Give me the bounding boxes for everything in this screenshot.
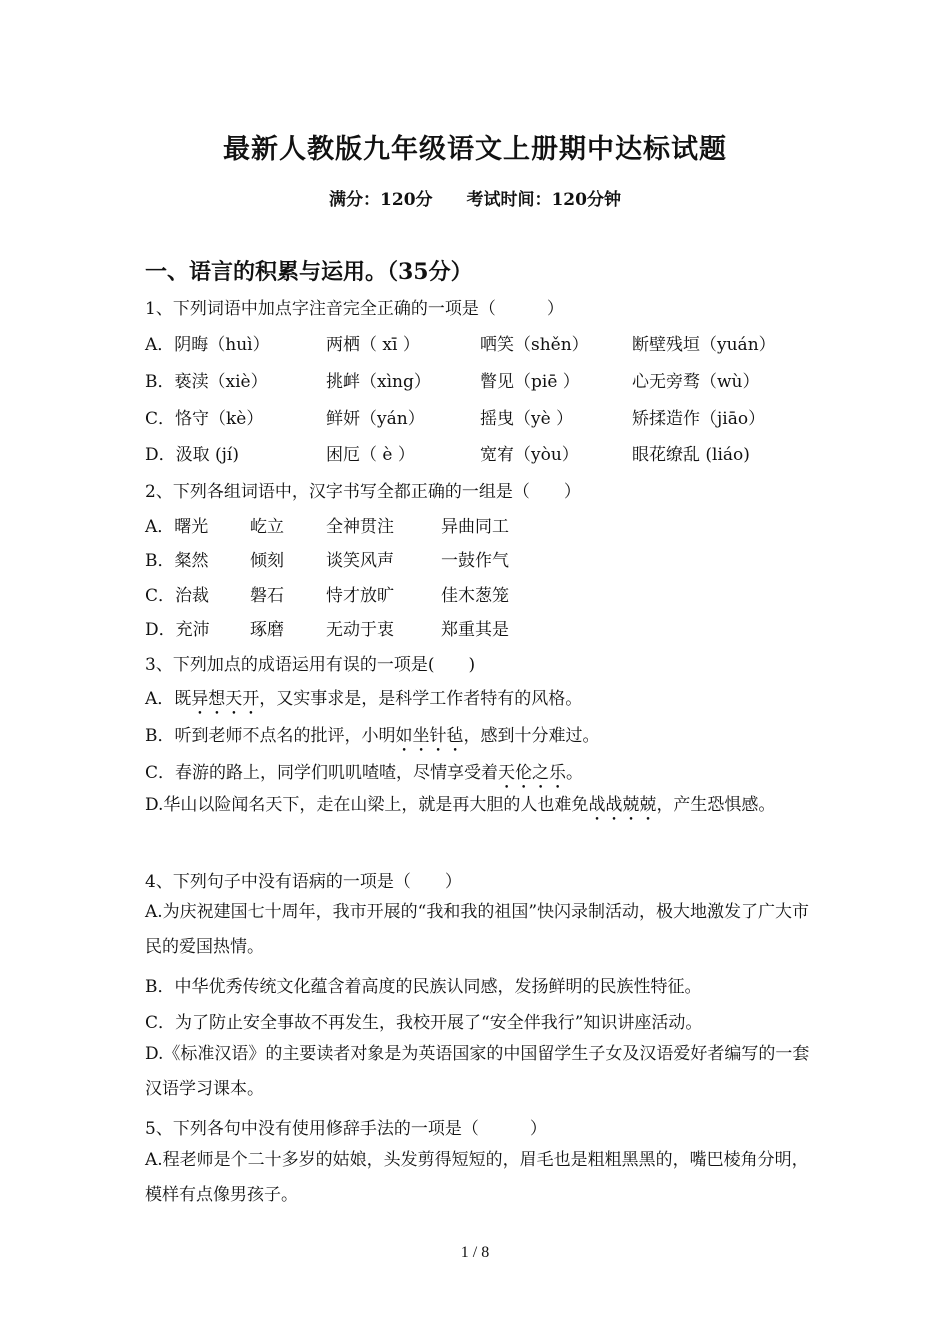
- q2-b-2: 倾刻: [250, 551, 284, 571]
- q3-option-b: [145, 721, 600, 756]
- full-score: 满分：120分: [329, 190, 433, 210]
- q2-c-4: 佳木葱笼: [441, 586, 509, 606]
- q2-b-4: 一鼓作气: [441, 551, 509, 571]
- q2-a-2: 屹立: [250, 517, 284, 537]
- q2-d-4: 郑重其是: [441, 620, 509, 640]
- q1-d-4: 眼花缭乱 (liáo): [632, 445, 750, 465]
- q2-a-3: 全神贯注: [326, 517, 394, 537]
- q2-a-1: A．曙光: [145, 517, 209, 537]
- q1-stem: 1、下列词语中加点字注音完全正确的一项是（ ）: [145, 299, 564, 319]
- q1-d-1: D．汲取 (jí): [145, 445, 240, 465]
- q1-b-4: 心无旁骛（wù）: [632, 372, 760, 392]
- q1-c-3: 摇曳（yè ）: [480, 409, 574, 429]
- q1-c-1: C．恪守（kè）: [145, 409, 264, 429]
- q2-d-3: 无动于衷: [326, 620, 394, 640]
- q3-option-a: [145, 684, 582, 719]
- q5-option-a: A.程老师是个二十多岁的姑娘，头发剪得短短的，眉毛也是粗粗黑黑的，嘴巴棱角分明，模样有点像男孩子。: [145, 1150, 809, 1205]
- q3-b-idiom: 如坐针毡: [395, 726, 464, 746]
- q2-c-2: 磐石: [250, 586, 284, 606]
- q1-d-2: 困厄（ è ）: [326, 445, 415, 465]
- q2-c-3: 恃才放旷: [326, 586, 394, 606]
- exam-info: [0, 185, 950, 210]
- q3-a-idiom: 异想天开: [191, 689, 260, 709]
- q3-d-idiom: 战战兢兢: [588, 795, 657, 815]
- q3-d-text: D.华山以险闻名天下，走在山梁上，就是再大胆的人也难免: [145, 795, 589, 815]
- q4-stem: 4、下列句子中没有语病的一项是（ ）: [145, 872, 462, 892]
- q4-option-c: C．为了防止安全事故不再发生，我校开展了“安全伴我行”知识讲座活动。: [145, 1013, 703, 1033]
- q3-d-text-end: ，产生恐惧感。: [656, 795, 776, 815]
- q1-a-2: 两栖（ xī ）: [326, 335, 420, 355]
- q2-d-2: 琢磨: [250, 620, 284, 640]
- q1-d-3: 宽宥（yòu）: [480, 445, 579, 465]
- q3-b-text: B．听到老师不点名的批评，小明: [145, 726, 396, 746]
- q2-a-4: 异曲同工: [441, 517, 509, 537]
- q2-stem: 2、下列各组词语中，汉字书写全都正确的一组是（ ）: [145, 482, 581, 502]
- q2-b-3: 谈笑风声: [326, 551, 394, 571]
- page-title: 最新人教版九年级语文上册期中达标试题: [223, 134, 727, 165]
- q2-c-1: C．治裁: [145, 586, 210, 606]
- q4-option-b: B．中华优秀传统文化蕴含着高度的民族认同感，发扬鲜明的民族性特征。: [145, 977, 702, 997]
- q4-option-a: A.为庆祝建国七十周年，我市开展的“我和我的祖国”快闪录制活动，极大地激发了广大市民的爱国热情。: [145, 902, 810, 957]
- q3-stem: 3、下列加点的成语运用有误的一项是( ): [145, 655, 476, 675]
- q1-a-3: 哂笑（shěn）: [480, 335, 589, 355]
- q3-c-text-end: 。: [566, 763, 584, 783]
- q5-stem: 5、下列各句中没有使用修辞手法的一项是（ ）: [145, 1119, 547, 1139]
- q3-option-d: [145, 788, 815, 825]
- q1-a-1: A．阴晦（huì）: [145, 335, 270, 355]
- q2-d-1: D．充沛: [145, 620, 210, 640]
- q2-b-1: B．粲然: [145, 551, 209, 571]
- exam-time: 考试时间：120分钟: [466, 190, 621, 210]
- q1-b-1: B．亵渎（xiè）: [145, 372, 268, 392]
- q3-c-idiom: 天伦之乐: [498, 763, 567, 783]
- q3-c-text: C．春游的路上，同学们叽叽喳喳，尽情享受着: [145, 763, 499, 783]
- page-number: 1 / 8: [460, 1244, 490, 1261]
- q3-b-text-end: ，感到十分难过。: [463, 726, 600, 746]
- q1-c-2: 鲜妍（yán）: [326, 409, 425, 429]
- q1-b-2: 挑衅（xìng）: [326, 372, 431, 392]
- q1-a-4: 断壁残垣（yuán）: [632, 335, 776, 355]
- q4-option-d: D.《标准汉语》的主要读者对象是为英语国家的中国留学生子女及汉语爱好者编写的一套汉语学习课本。: [145, 1044, 810, 1099]
- section-heading: 一、语言的积累与运用。（35分）: [145, 259, 473, 285]
- q1-c-4: 矫揉造作（jiāo）: [632, 409, 766, 429]
- q3-a-text-end: ，又实事求是，是科学工作者特有的风格。: [259, 689, 583, 709]
- q3-a-text: A．既: [145, 689, 192, 709]
- q1-b-3: 瞥见（piē ）: [480, 372, 580, 392]
